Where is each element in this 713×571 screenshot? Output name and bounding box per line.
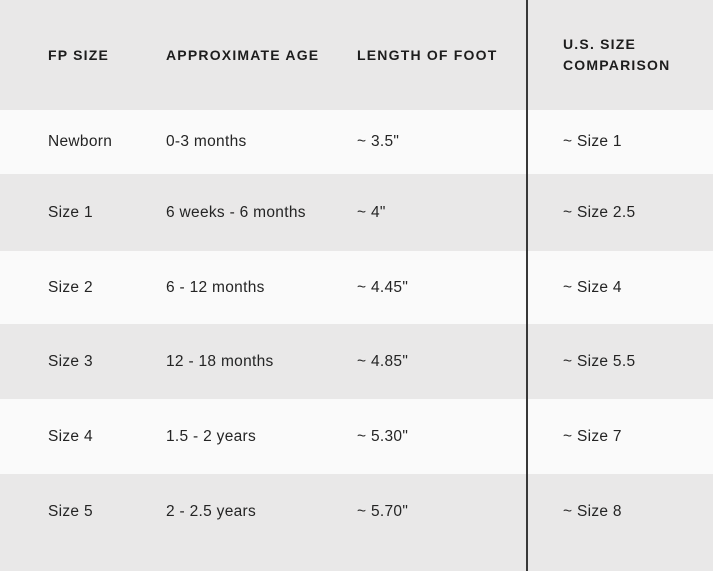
table-row (0, 110, 713, 174)
cell-fp-size: Size 5 (48, 502, 93, 520)
cell-length-of-foot: ~ 4" (357, 203, 386, 221)
bottom-filler (0, 549, 713, 571)
cell-us-size: ~ Size 5.5 (563, 352, 636, 370)
cell-approximate-age: 2 - 2.5 years (166, 502, 257, 520)
table-header-row (0, 0, 713, 110)
cell-approximate-age: 0-3 months (166, 133, 247, 150)
cell-length-of-foot: ~ 5.70" (357, 502, 409, 520)
cell-approximate-age: 6 - 12 months (166, 278, 265, 296)
cell-us-size: ~ Size 2.5 (563, 203, 636, 221)
table-row (0, 324, 713, 399)
cell-fp-size: Size 1 (48, 203, 93, 221)
column-divider-line (526, 0, 528, 571)
cell-us-size: ~ Size 7 (563, 427, 622, 445)
table-row (0, 251, 713, 324)
cell-fp-size: Size 3 (48, 352, 93, 370)
cell-approximate-age: 1.5 - 2 years (166, 427, 257, 445)
cell-us-size: ~ Size 4 (563, 278, 622, 296)
column-header-us-size-comparison: U.S. SIZE COMPARISON (563, 36, 671, 73)
cell-length-of-foot: ~ 4.45" (357, 278, 409, 296)
cell-approximate-age: 6 weeks - 6 months (166, 203, 306, 221)
column-header-fp-size: FP SIZE (48, 46, 110, 63)
table-row (0, 474, 713, 549)
cell-length-of-foot: ~ 3.5" (357, 133, 400, 150)
cell-us-size: ~ Size 8 (563, 502, 622, 520)
cell-approximate-age: 12 - 18 months (166, 352, 274, 370)
cell-us-size: ~ Size 1 (563, 133, 622, 150)
column-header-length-of-foot: LENGTH OF FOOT (357, 46, 498, 63)
cell-fp-size: Size 2 (48, 278, 93, 296)
cell-length-of-foot: ~ 5.30" (357, 427, 409, 445)
cell-fp-size: Size 4 (48, 427, 93, 445)
cell-fp-size: Newborn (48, 133, 113, 150)
table-row (0, 399, 713, 474)
cell-length-of-foot: ~ 4.85" (357, 352, 409, 370)
table-row (0, 174, 713, 251)
column-header-approximate-age: APPROXIMATE AGE (166, 46, 320, 63)
